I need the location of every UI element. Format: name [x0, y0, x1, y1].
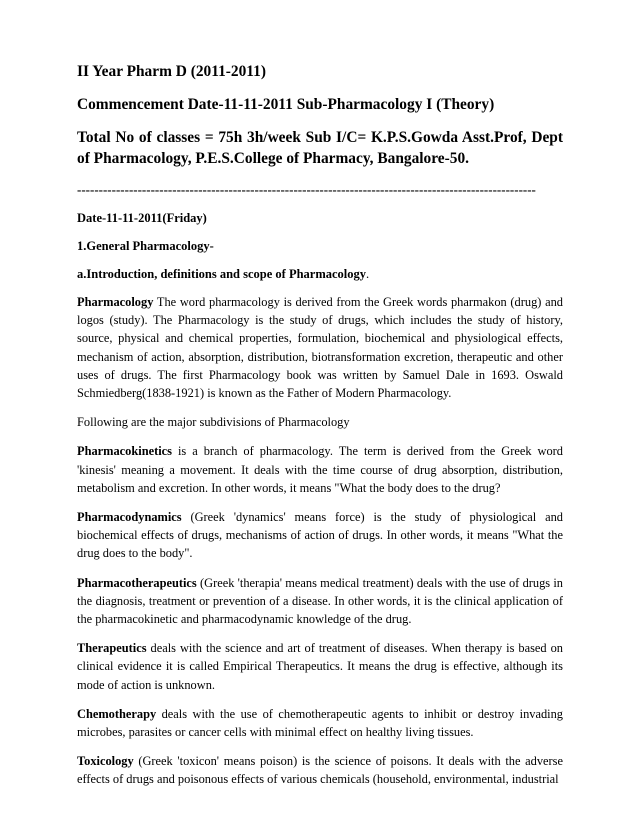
classes-info: Total No of classes = 75h 3h/week Sub I/C= K.P.S.Gowda Asst.Prof, Dept of Pharmacology, P.E.S.College of Pharmacy, Bangalore-50. [77, 129, 563, 167]
session-date: Date-11-11-2011(Friday) [77, 211, 207, 225]
subtopic-text: a.Introduction, definitions and scope of Pharmacology [77, 267, 367, 281]
subtopic-period: . [366, 267, 370, 281]
text-therapeutics: deals with the science and art of treatment of diseases. When therapy is based on clinical evidence it is called Empirical Therapeutics. It means the drug is effective, although its mode of action is unknown. [77, 641, 563, 692]
text-toxicology: (Greek 'toxicon' means poison) is the science of poisons. It deals with the adverse effects of drugs and poisonous effects of various chemicals (household, environmental, industrial [77, 754, 563, 787]
divider-line: ---------------------------------------------------------------------------------------------------------- [77, 182, 536, 197]
subtopic-heading [77, 266, 563, 283]
term-toxicology: Toxicology [77, 754, 134, 769]
paragraph-pharmacodynamics [77, 508, 563, 563]
term-pharmacodynamics: Pharmacodynamics [77, 510, 182, 525]
text-pharmacodynamics: (Greek 'dynamics' means force) is the study of physiological and biochemical effects of drugs, mechanisms of action of drugs. In other words, it means "What the drug does to the body". [77, 510, 563, 561]
course-title: II Year Pharm D (2011-2011) [77, 63, 266, 80]
topic-heading: 1.General Pharmacology- [77, 239, 214, 253]
term-pharmacotherapeutics: Pharmacotherapeutics [77, 575, 197, 590]
text-pharmacotherapeutics: (Greek 'therapia' means medical treatment) deals with the use of drugs in the diagnosis, treatment or prevention of a disease. In other words, it is the clinical application of the pharmacokinetic and pharmacodynamic knowledge of the drug. [77, 575, 563, 627]
text-chemotherapy: deals with the use of chemotherapeutic agents to inhibit or destroy invading microbes, parasites or cancer cells with minimal effect on healthy living tissues. [77, 706, 563, 740]
paragraph-pharmacokinetics [77, 442, 563, 497]
commencement-line: Commencement Date-11-11-2011 Sub-Pharmacology I (Theory) [77, 96, 495, 113]
document-body [77, 62, 563, 789]
paragraph-pharmacotherapeutics [77, 574, 563, 629]
paragraph-subdivisions [77, 413, 563, 431]
term-chemotherapy: Chemotherapy [77, 706, 157, 721]
paragraph-toxicology [77, 752, 563, 788]
term-pharmacology: Pharmacology [77, 295, 154, 309]
paragraph-therapeutics [77, 639, 563, 694]
text-pharmacokinetics: is a branch of pharmacology. The term is derived from the Greek word 'kinesis' meaning a movement. It deals with the time course of drug absorption, distribution, metabolism and excretion. In other words, it means "What the body does to the drug? [77, 444, 563, 495]
term-pharmacokinetics: Pharmacokinetics [77, 444, 172, 459]
paragraph-chemotherapy [77, 705, 563, 741]
text-pharmacology: The word pharmacology is derived from the Greek words pharmakon (drug) and logos (study). The Pharmacology is the study of drugs, which includes the study of history, source, physical and chemical properties, formulation, biochemical and physiological effects, mechanism of action, absorption, distribution, biotransformation excretion, therapeutic and other uses of drugs. The first Pharmacology book was written by Samuel Dale in 1693. Oswald Schmiedberg(1838-1921) is known as the Father of Modern Pharmacology. [77, 295, 563, 401]
paragraph-pharmacology [77, 293, 563, 402]
term-therapeutics: Therapeutics [77, 641, 147, 656]
text-subdivisions: Following are the major subdivisions of Pharmacology [77, 415, 350, 430]
